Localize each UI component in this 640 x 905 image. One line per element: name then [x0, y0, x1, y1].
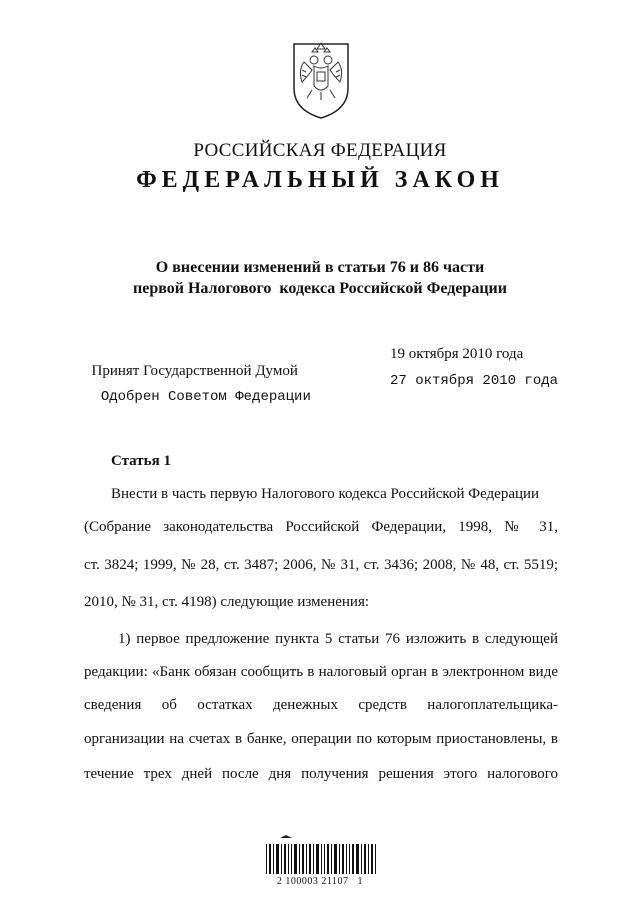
document-type-heading: ФЕДЕРАЛЬНЫЙ ЗАКОН — [136, 167, 504, 193]
law-title-line-2: первой Налогового кодекса Российской Федерации — [133, 280, 507, 297]
adoption-row-federation-council — [84, 373, 559, 421]
paragraph-line: (Собрание законодательства Российской Федерации, 1998, № 31, — [84, 519, 558, 535]
barcode-number: 2 100003 21107 1 — [276, 876, 364, 887]
article-heading: Статья 1 — [111, 453, 171, 469]
adoption-date-federation-council: 27 октября 2010 года — [390, 373, 559, 389]
law-title — [0, 257, 640, 299]
barcode — [262, 834, 382, 880]
paragraph-line: редакции: «Банк обязан сообщить в налоговый орган в электронном виде — [84, 664, 558, 680]
paragraph-line: Внести в часть первую Налогового кодекса Российской Федерации — [111, 486, 540, 502]
paragraph-line: 1) первое предложение пункта 5 статьи 76 изложить в следующей — [118, 631, 558, 647]
adoption-label-federation-council: Одобрен Советом Федерации — [100, 389, 311, 405]
paragraph-line: течение трех дней после дня получения решения этого налогового — [84, 766, 558, 782]
adoption-label-duma: Принят Государственной Думой — [91, 363, 298, 379]
russian-coat-of-arms-emblem — [290, 40, 352, 120]
country-name: РОССИЙСКАЯ ФЕДЕРАЦИЯ — [193, 140, 447, 161]
paragraph-line: ст. 3824; 1999, № 28, ст. 3487; 2006, № 31, ст. 3436; 2008, № 48, ст. 5519; — [84, 557, 558, 573]
law-title-line-1: О внесении изменений в статьи 76 и 86 части — [155, 259, 485, 276]
paragraph-line: сведения об остатках денежных средств налогоплательщика- — [84, 697, 558, 713]
paragraph-line: организации на счетах в банке, операции по которым приостановлены, в — [84, 731, 558, 747]
paragraph-line: 2010, № 31, ст. 4198) следующие изменения: — [84, 594, 370, 610]
adoption-date-duma: 19 октября 2010 года — [390, 346, 524, 362]
